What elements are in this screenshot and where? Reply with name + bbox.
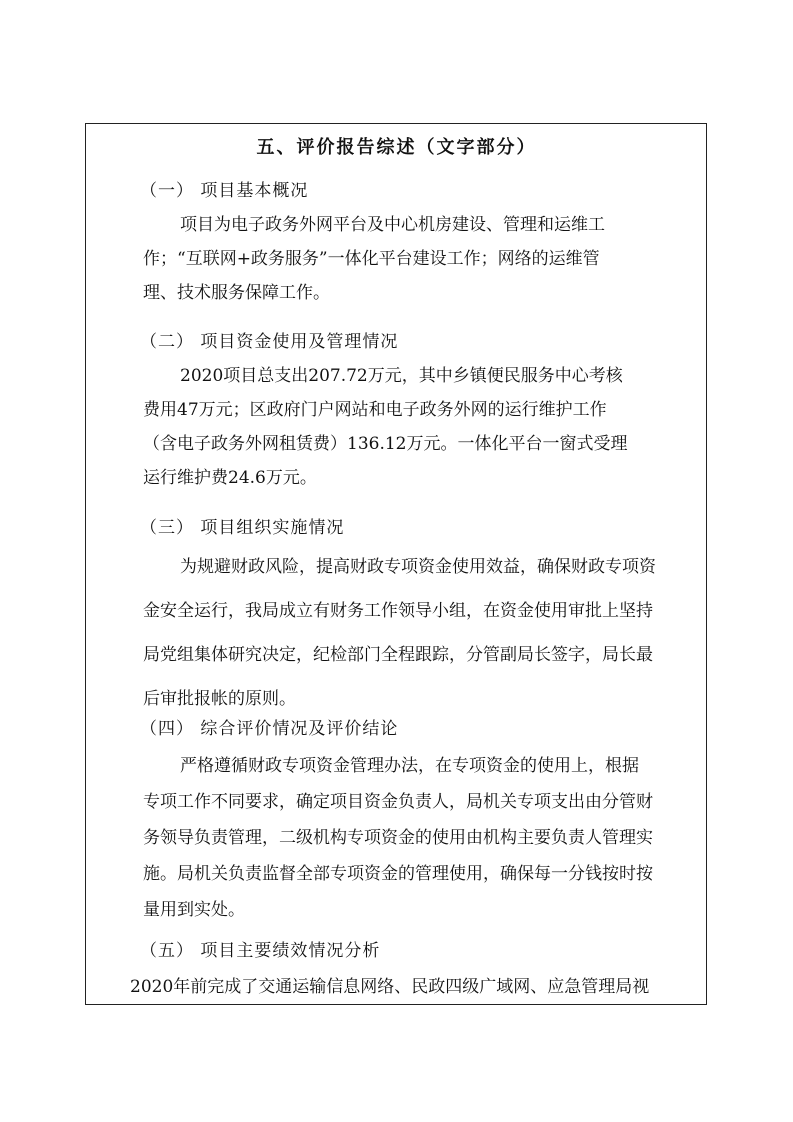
section-2-body xyxy=(143,359,701,495)
section-4-line-1: 严格遵循财政专项资金管理办法，在专项资金的使用上，根据 xyxy=(180,756,639,776)
section-1-line-1: 项目为电子政务外网平台及中心机房建设、管理和运维工 xyxy=(180,215,605,235)
section-1-body xyxy=(143,208,701,310)
section-1-line-3: 理、技术服务保障工作。 xyxy=(143,283,330,303)
section-4-line-3: 务领导负责管理，二级机构专项资金的使用由机构主要负责人管理实 xyxy=(143,828,653,848)
section-4-heading: （四） 综合评价情况及评价结论 xyxy=(140,719,399,739)
section-3-line-1: 为规避财政风险，提高财政专项资金使用效益，确保财政专项资 xyxy=(180,557,656,577)
section-3-heading: （三） 项目组织实施情况 xyxy=(140,518,345,538)
section-4-line-4: 施。局机关负责监督全部专项资金的管理使用，确保每一分钱按时按 xyxy=(143,864,653,884)
section-3-body xyxy=(143,545,701,721)
section-2-line-3: （含电子政务外网租赁费）136.12万元。一体化平台一窗式受理 xyxy=(143,434,628,454)
section-4-line-2: 专项工作不同要求，确定项目资金负责人，局机关专项支出由分管财 xyxy=(143,792,653,812)
section-5-line-1: 2020年前完成了交通运输信息网络、民政四级广域网、应急管理局视 xyxy=(130,977,650,997)
section-1-line-2: 作；“互联网+政务服务”一体化平台建设工作；网络的运维管 xyxy=(143,249,600,269)
section-2-line-4: 运行维护费24.6万元。 xyxy=(143,468,317,488)
section-3-line-2: 金安全运行，我局成立有财务工作领导小组，在资金使用审批上坚持 xyxy=(143,601,653,621)
section-5-body xyxy=(130,970,700,1004)
section-1-heading: （一） 项目基本概况 xyxy=(140,181,309,201)
section-3-line-3: 局党组集体研究决定，纪检部门全程跟踪，分管副局长签字，局长最 xyxy=(143,645,653,665)
section-4-line-5: 量用到实处。 xyxy=(143,900,245,920)
section-3-line-4: 后审批报帐的原则。 xyxy=(143,689,296,709)
section-2-heading: （二） 项目资金使用及管理情况 xyxy=(140,332,399,352)
section-4-body xyxy=(143,748,701,928)
section-5-heading: （五） 项目主要绩效情况分析 xyxy=(140,941,381,961)
report-title: 五、评价报告综述（文字部分） xyxy=(256,137,537,158)
section-2-line-2: 费用47万元；区政府门户网站和电子政务外网的运行维护工作 xyxy=(143,400,607,420)
section-2-line-1: 2020项目总支出207.72万元，其中乡镇便民服务中心考核 xyxy=(180,366,623,386)
